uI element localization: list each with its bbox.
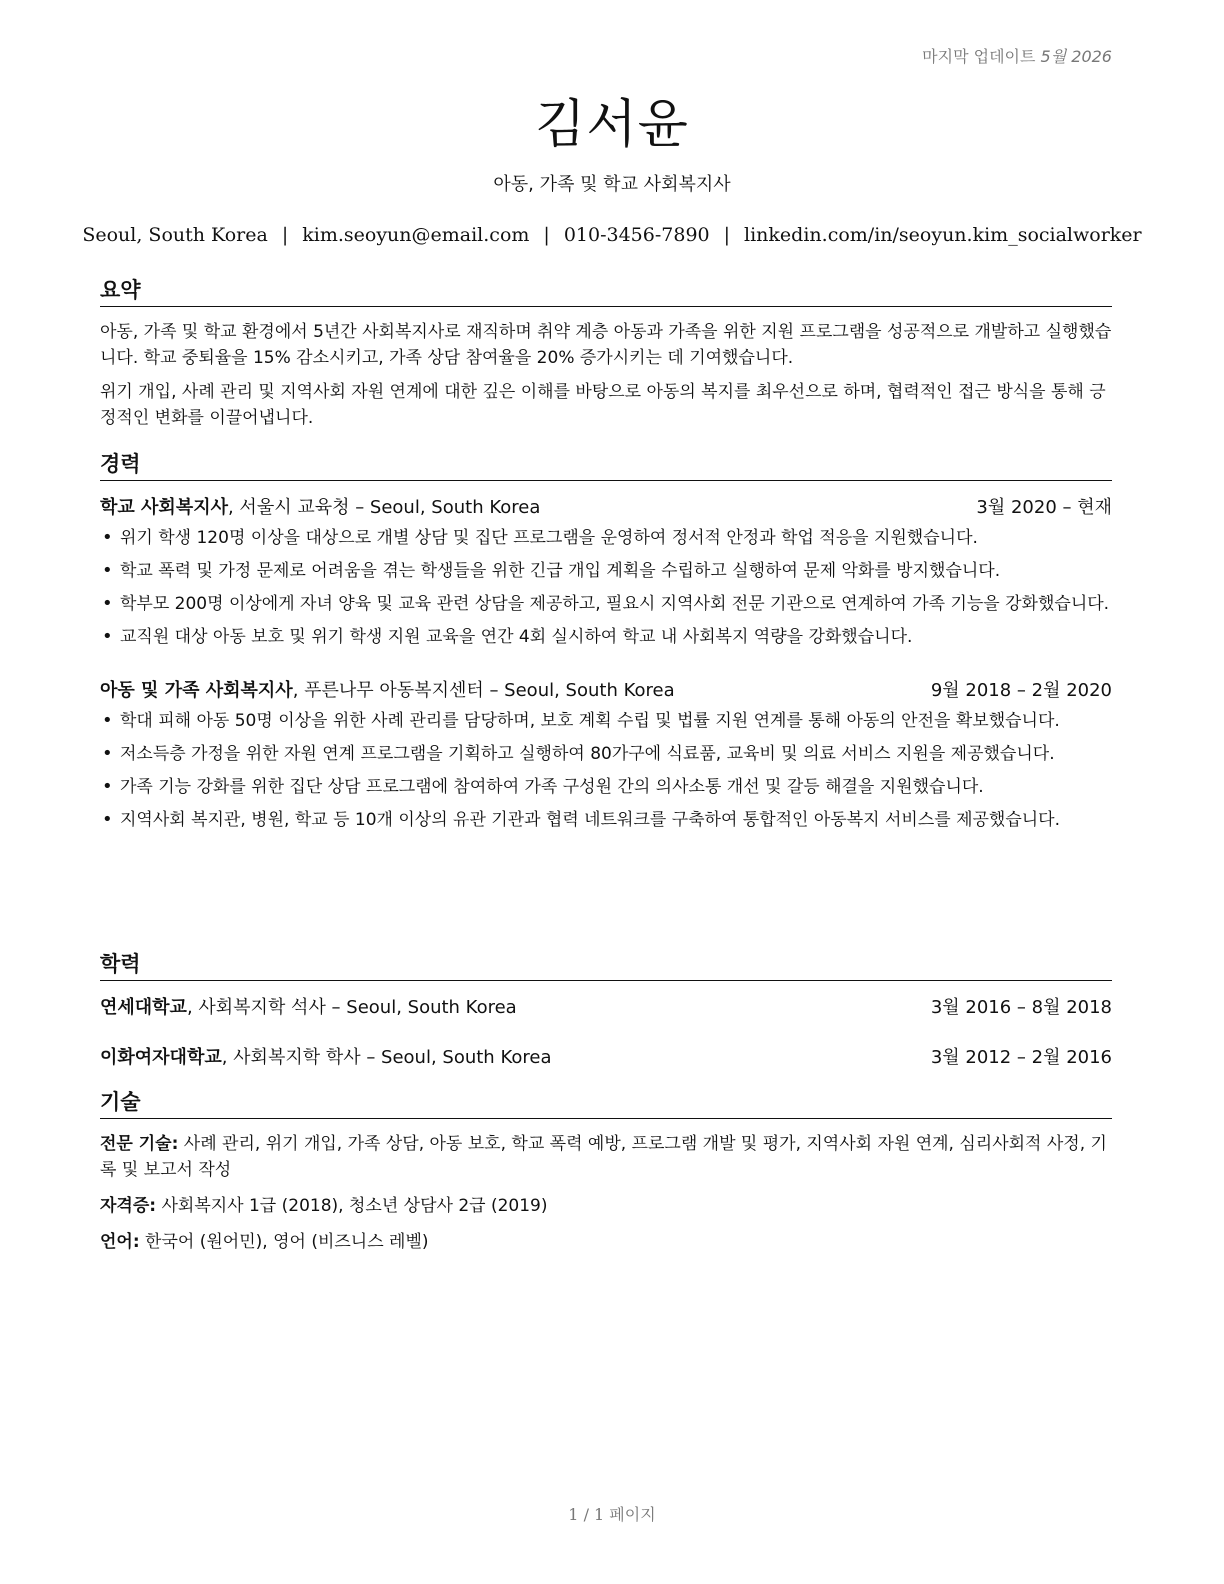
skills-value: 한국어 (원어민), 영어 (비즈니스 레벨) [139, 1232, 429, 1252]
contact-email[interactable]: kim.seoyun@email.com [302, 224, 530, 246]
education-entry [100, 995, 1112, 1021]
education-section [100, 950, 1112, 1071]
job-role: 아동 및 가족 사회복지사 [100, 680, 293, 701]
experience-section [100, 450, 1112, 833]
job-dates: 9월 2018 – 2월 2020 [930, 680, 1112, 701]
section-title-skills: 기술 [100, 1088, 1112, 1119]
education-dates: 3월 2016 – 8월 2018 [930, 997, 1112, 1018]
skills-label: 자격증: [100, 1196, 157, 1216]
education-dates: 3월 2012 – 2월 2016 [930, 1047, 1112, 1068]
contact-separator: | [543, 224, 550, 246]
contact-line [0, 224, 1224, 246]
skills-item [100, 1131, 1112, 1183]
page-number: 1 / 1 페이지 [568, 1505, 656, 1524]
job-entry [100, 678, 1112, 833]
skills-label: 언어: [100, 1232, 140, 1252]
education-degree: , 사회복지학 학사 – Seoul, South Korea [221, 1047, 552, 1068]
skills-value: 사례 관리, 위기 개입, 가족 상담, 아동 보호, 학교 폭력 예방, 프로그램 개발 및 평가, 지역사회 자원 연계, 심리사회적 사정, 기록 및 보고서 작성 [100, 1134, 1107, 1180]
contact-linkedin[interactable]: linkedin.com/in/seoyun.kim_socialworker [744, 224, 1142, 246]
candidate-tagline: 아동, 가족 및 학교 사회복지사 [493, 174, 731, 195]
job-org: , 서울시 교육청 – Seoul, South Korea [227, 497, 541, 518]
job-bullet: • 학부모 200명 이상에게 자녀 양육 및 교육 관련 상담을 제공하고, 필요시 지역사회 전문 기관으로 연계하여 가족 기능을 강화했습니다. [100, 591, 1112, 617]
candidate-name: 김서윤 [535, 95, 689, 155]
skills-item [100, 1229, 1112, 1255]
job-bullet: • 가족 기능 강화를 위한 집단 상담 프로그램에 참여하여 가족 구성원 간의 의사소통 개선 및 갈등 해결을 지원했습니다. [100, 774, 1112, 800]
job-bullet: • 저소득층 가정을 위한 자원 연계 프로그램을 기획하고 실행하여 80가구에 식료품, 교육비 및 의료 서비스 지원을 제공했습니다. [100, 741, 1112, 767]
contact-phone: 010-3456-7890 [563, 224, 710, 246]
education-entry [100, 1045, 1112, 1071]
contact-location: Seoul, South Korea [82, 224, 268, 246]
last-updated-date: 5월 2026 [1040, 47, 1112, 66]
job-entry [100, 495, 1112, 650]
section-title-education: 학력 [100, 950, 1112, 981]
job-bullet: • 위기 학생 120명 이상을 대상으로 개별 상담 및 집단 프로그램을 운영하여 정서적 안정과 학업 적응을 지원했습니다. [100, 525, 1112, 551]
job-org: , 푸른나무 아동복지센터 – Seoul, South Korea [292, 680, 675, 701]
summary-paragraph: 위기 개입, 사례 관리 및 지역사회 자원 연계에 대한 깊은 이해를 바탕으로 아동의 복지를 최우선으로 하며, 협력적인 접근 방식을 통해 긍정적인 변화를 이끌어냅니다. [100, 382, 1106, 428]
job-role: 학교 사회복지사 [100, 497, 228, 518]
contact-separator: | [281, 224, 289, 246]
skills-value: 사회복지사 1급 (2018), 청소년 상담사 2급 (2019) [156, 1196, 548, 1216]
last-updated-label: 마지막 업데이트 [922, 47, 1036, 66]
job-bullet: • 지역사회 복지관, 병원, 학교 등 10개 이상의 유관 기관과 협력 네트워크를 구축하여 통합적인 아동복지 서비스를 제공했습니다. [100, 807, 1112, 833]
job-bullets [100, 708, 1112, 833]
education-school: 연세대학교 [100, 997, 187, 1018]
job-bullet: • 학교 폭력 및 가정 문제로 어려움을 겪는 학생들을 위한 긴급 개입 계획을 수립하고 실행하여 문제 악화를 방지했습니다. [100, 558, 1112, 584]
skills-section [100, 1088, 1112, 1255]
summary-section [100, 276, 1112, 431]
section-title-experience: 경력 [100, 450, 1112, 481]
job-dates: 3월 2020 – 현재 [976, 497, 1112, 518]
job-header [100, 678, 1112, 704]
education-degree: , 사회복지학 석사 – Seoul, South Korea [186, 997, 517, 1018]
section-title-summary: 요약 [100, 276, 1112, 307]
skills-label: 전문 기술: [100, 1134, 179, 1154]
job-bullets [100, 525, 1112, 650]
education-school: 이화여자대학교 [100, 1047, 222, 1068]
job-bullet: • 학대 피해 아동 50명 이상을 위한 사례 관리를 담당하며, 보호 계획 수립 및 법률 지원 연계를 통해 아동의 안전을 확보했습니다. [100, 708, 1112, 734]
job-header [100, 495, 1112, 521]
summary-paragraph: 아동, 가족 및 학교 환경에서 5년간 사회복지사로 재직하며 취약 계층 아동과 가족을 위한 지원 프로그램을 성공적으로 개발하고 실행했습니다. 학교 중퇴율을 15% 감소시키고, 가족 상담 참여율을 20% 증가시키는 데 기여했습니다. [100, 322, 1112, 368]
contact-separator: | [723, 224, 731, 246]
job-bullet: • 교직원 대상 아동 보호 및 위기 학생 지원 교육을 연간 4회 실시하여 학교 내 사회복지 역량을 강화했습니다. [100, 624, 1112, 650]
last-updated [922, 44, 1112, 67]
skills-item [100, 1193, 1112, 1219]
